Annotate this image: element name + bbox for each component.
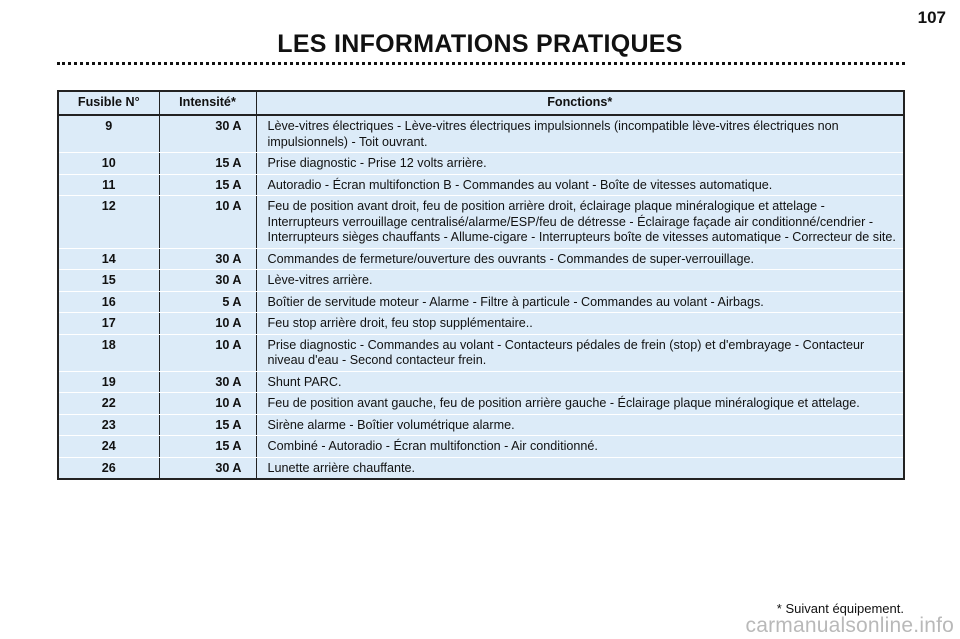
fuse-number-cell: 17 <box>58 313 159 335</box>
fuse-number-cell: 10 <box>58 153 159 175</box>
table-row <box>58 436 904 458</box>
fuse-number-cell: 22 <box>58 393 159 415</box>
functions-cell: Boîtier de servitude moteur - Alarme - Filtre à particule - Commandes au volant - Airbags. <box>256 291 904 313</box>
intensity-cell: 15 A <box>159 153 256 175</box>
table-row <box>58 457 904 479</box>
functions-cell: Lève-vitres électriques - Lève-vitres électriques impulsionnels (incompatible lève-vitres électriques non impulsionnels) - Toit ouvrant. <box>256 115 904 153</box>
functions-cell: Shunt PARC. <box>256 371 904 393</box>
functions-cell: Lève-vitres arrière. <box>256 270 904 292</box>
functions-cell: Prise diagnostic - Prise 12 volts arrière. <box>256 153 904 175</box>
table-row <box>58 174 904 196</box>
fuse-number-cell: 18 <box>58 334 159 371</box>
functions-cell: Combiné - Autoradio - Écran multifonction - Air conditionné. <box>256 436 904 458</box>
intensity-cell: 30 A <box>159 457 256 479</box>
fuse-number-cell: 24 <box>58 436 159 458</box>
fuse-number-cell: 19 <box>58 371 159 393</box>
functions-cell: Feu de position avant droit, feu de position arrière droit, éclairage plaque minéralogique et attelage - Interrupteurs verrouillage centralisé/alarme/ESP/feu de détresse - Éclairage façade air conditionné/cendrier - Interrupteurs sièges chauffants - Allume-cigare - Interrupteurs boîte de vitesses automatique - Correcteur de site. <box>256 196 904 249</box>
table-row <box>58 196 904 249</box>
fuse-number-cell: 16 <box>58 291 159 313</box>
page-number: 107 <box>917 8 946 27</box>
intensity-cell: 10 A <box>159 313 256 335</box>
footnote: * Suivant équipement. <box>776 601 904 616</box>
intensity-cell: 15 A <box>159 414 256 436</box>
header-functions: Fonctions* <box>256 91 904 115</box>
table-row <box>58 291 904 313</box>
table-row <box>58 371 904 393</box>
functions-cell: Sirène alarme - Boîtier volumétrique alarme. <box>256 414 904 436</box>
functions-cell: Lunette arrière chauffante. <box>256 457 904 479</box>
functions-cell: Feu de position avant gauche, feu de position arrière gauche - Éclairage plaque minéralogique et attelage. <box>256 393 904 415</box>
intensity-cell: 10 A <box>159 334 256 371</box>
table-row <box>58 414 904 436</box>
table-row <box>58 313 904 335</box>
fuse-number-cell: 23 <box>58 414 159 436</box>
header-intensity: Intensité* <box>159 91 256 115</box>
intensity-cell: 30 A <box>159 115 256 153</box>
functions-cell: Autoradio - Écran multifonction B - Commandes au volant - Boîte de vitesses automatique. <box>256 174 904 196</box>
table-row <box>58 270 904 292</box>
intensity-cell: 15 A <box>159 436 256 458</box>
table-row <box>58 115 904 153</box>
fuse-number-cell: 11 <box>58 174 159 196</box>
table-row <box>58 248 904 270</box>
intensity-cell: 30 A <box>159 270 256 292</box>
fuse-number-cell: 14 <box>58 248 159 270</box>
intensity-cell: 5 A <box>159 291 256 313</box>
functions-cell: Feu stop arrière droit, feu stop supplémentaire.. <box>256 313 904 335</box>
intensity-cell: 30 A <box>159 371 256 393</box>
page-title: LES INFORMATIONS PRATIQUES <box>277 30 683 58</box>
header-fuse-number: Fusible N° <box>58 91 159 115</box>
fuse-number-cell: 12 <box>58 196 159 249</box>
intensity-cell: 15 A <box>159 174 256 196</box>
functions-cell: Commandes de fermeture/ouverture des ouvrants - Commandes de super-verrouillage. <box>256 248 904 270</box>
dotted-divider <box>57 62 905 65</box>
intensity-cell: 10 A <box>159 393 256 415</box>
functions-cell: Prise diagnostic - Commandes au volant - Contacteurs pédales de frein (stop) et d'embrayage - Contacteur niveau d'eau - Second contacteur frein. <box>256 334 904 371</box>
fuse-table <box>57 90 905 480</box>
watermark: carmanualsonline.info <box>745 614 954 637</box>
table-row <box>58 334 904 371</box>
fuse-number-cell: 15 <box>58 270 159 292</box>
table-header-row <box>58 91 904 115</box>
fuse-number-cell: 9 <box>58 115 159 153</box>
table-row <box>58 393 904 415</box>
intensity-cell: 30 A <box>159 248 256 270</box>
table-row <box>58 153 904 175</box>
fuse-number-cell: 26 <box>58 457 159 479</box>
intensity-cell: 10 A <box>159 196 256 249</box>
